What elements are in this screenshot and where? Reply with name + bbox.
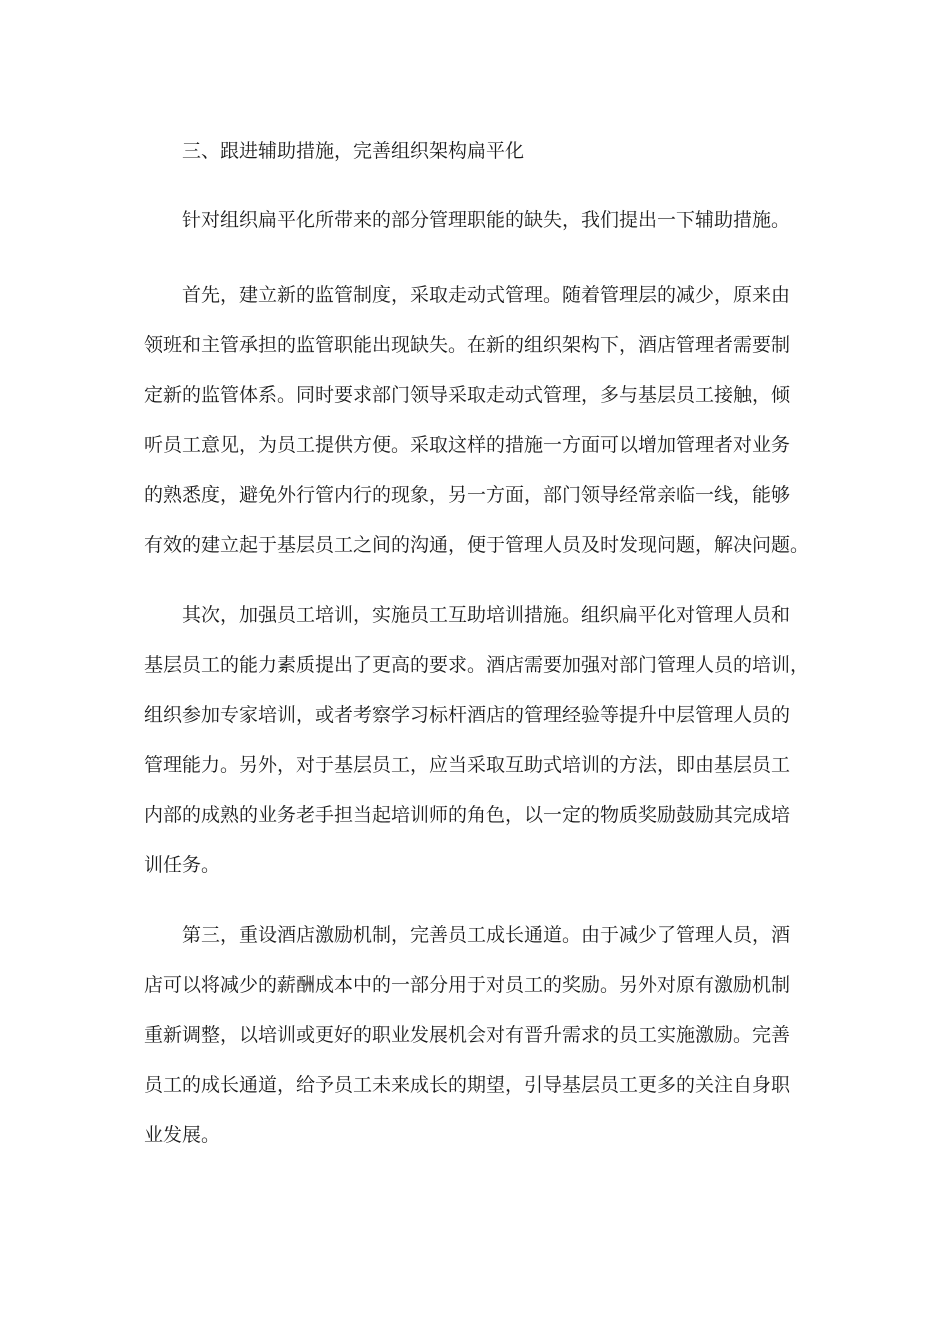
paragraph-incentives <box>144 910 804 1160</box>
paragraph-line: 店可以将减少的薪酬成本中的一部分用于对员工的奖励。另外对原有激励机制 <box>144 974 791 996</box>
paragraph-line: 内部的成熟的业务老手担当起培训师的角色，以一定的物质奖励鼓励其完成培 <box>144 804 791 826</box>
intro-paragraph: 针对组织扁平化所带来的部分管理职能的缺失，我们提出一下辅助措施。 <box>182 209 791 231</box>
paragraph-line: 业发展。 <box>144 1124 221 1146</box>
paragraph-line: 的熟悉度，避免外行管内行的现象，另一方面，部门领导经常亲临一线，能够 <box>144 484 791 506</box>
paragraph-line: 基层员工的能力素质提出了更高的要求。酒店需要加强对部门管理人员的培训， <box>144 654 810 676</box>
paragraph-line: 重新调整，以培训或更好的职业发展机会对有晋升需求的员工实施激励。完善 <box>144 1024 791 1046</box>
paragraph-line: 管理能力。另外，对于基层员工，应当采取互助式培训的方法，即由基层员工 <box>144 754 791 776</box>
paragraph-line: 首先，建立新的监管制度，采取走动式管理。随着管理层的减少，原来由 <box>182 284 791 306</box>
paragraph-line: 有效的建立起于基层员工之间的沟通，便于管理人员及时发现问题，解决问题。 <box>144 534 810 556</box>
paragraph-line: 员工的成长通道，给予员工未来成长的期望，引导基层员工更多的关注自身职 <box>144 1074 791 1096</box>
paragraph-line: 其次，加强员工培训，实施员工互助培训措施。组织扁平化对管理人员和 <box>182 604 791 626</box>
paragraph-line: 定新的监管体系。同时要求部门领导采取走动式管理，多与基层员工接触，倾 <box>144 384 791 406</box>
section-heading: 三、跟进辅助措施，完善组织架构扁平化 <box>182 140 525 162</box>
paragraph-supervision <box>144 270 810 570</box>
paragraph-training <box>144 590 810 890</box>
paragraph-line: 组织参加专家培训，或者考察学习标杆酒店的管理经验等提升中层管理人员的 <box>144 704 791 726</box>
paragraph-line: 听员工意见，为员工提供方便。采取这样的措施一方面可以增加管理者对业务 <box>144 434 791 456</box>
paragraph-line: 领班和主管承担的监管职能出现缺失。在新的组织架构下，酒店管理者需要制 <box>144 334 791 356</box>
paragraph-line: 训任务。 <box>144 854 221 876</box>
paragraph-line: 第三，重设酒店激励机制，完善员工成长通道。由于减少了管理人员，酒 <box>182 924 791 946</box>
